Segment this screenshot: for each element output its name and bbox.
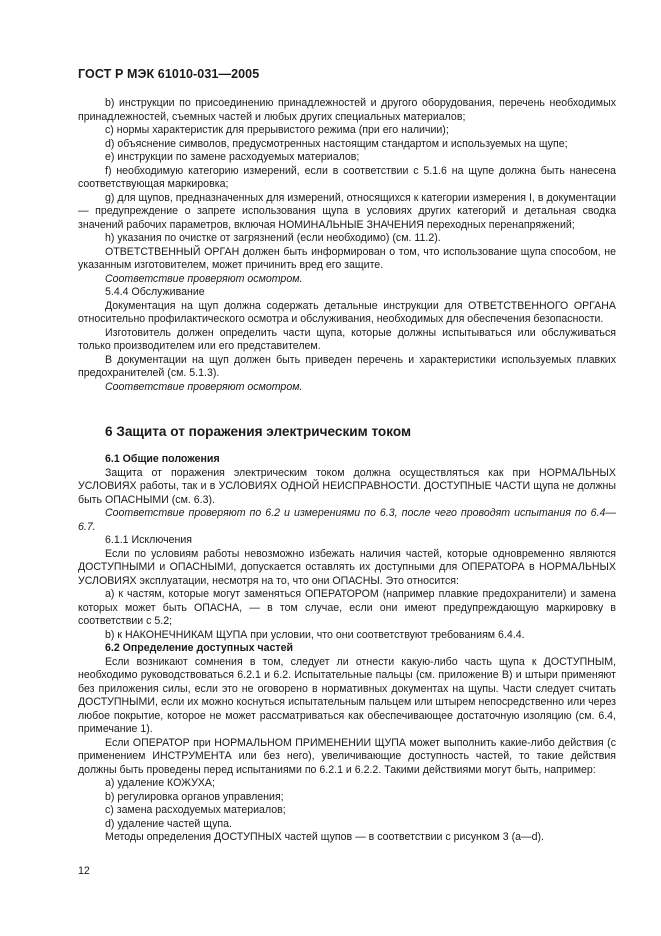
paragraph: Если ОПЕРАТОР при НОРМАЛЬНОМ ПРИМЕНЕНИИ ЩУПА может выполнить какие-либо действия (с применением ИНСТРУМЕНТА или без него), увеличивающие доступность частей, то такие действия должны быть проведены перед испытаниями по 6.2.1 и 6.2.2. Такими действиями могут быть, например: xyxy=(78,736,616,776)
list-item-c: c) нормы характеристик для прерывистого режима (при его наличии); xyxy=(105,124,449,136)
list-item-d: d) объяснение символов, предусмотренных настоящим стандартом и используемых на щупе; xyxy=(105,137,568,150)
page-number: 12 xyxy=(78,865,90,877)
subsection-heading: 5.4.4 Обслуживание xyxy=(105,286,205,298)
list-item-b: b) инструкции по присоединению принадлежностей и другого оборудования, перечень необходимых принадлежностей, съемных частей и любых других специальных материалов; xyxy=(78,97,616,123)
paragraph: В документации на щуп должен быть приведен перечень и характеристики используемых плавких предохранителей (см. 5.1.3). xyxy=(78,353,616,379)
list-item-e: e) инструкции по замене расходуемых материалов; xyxy=(105,151,360,163)
list-item-a: a) к частям, которые могут заменяться ОПЕРАТОРОМ (например плавкие предохранители) и замена которых может быть ОПАСНА, — в том случае, если они имеют предупреждающую маркировку в соответствии с 5.2; xyxy=(78,588,616,627)
paragraph: Если по условиям работы невозможно избежать наличия частей, которые одновременно являются ДОСТУПНЫМИ и ОПАСНЫМИ, допускается оставлять их доступными для ОПЕРАТОРА в НОРМАЛЬНЫХ УСЛОВИЯХ эксплуатации, несмотря на то, что они ОПАСНЫ. Это относится: xyxy=(78,547,616,587)
subsection-heading: 6.1 Общие положения xyxy=(105,453,220,465)
list-item-c: c) замена расходуемых материалов; xyxy=(105,804,286,816)
list-item-h: h) указания по очистке от загрязнений (если необходимо) (см. 11.2). xyxy=(105,232,441,244)
compliance-note: Соответствие проверяют осмотром. xyxy=(105,272,303,285)
compliance-note: Соответствие проверяют осмотром. xyxy=(105,380,303,393)
subsection-heading: 6.2 Определение доступных частей xyxy=(105,642,294,654)
paragraph: Документация на щуп должна содержать детальные инструкции для ОТВЕТСТВЕННОГО ОРГАНА относительно профилактического осмотра и обслуживания, необходимых для обеспечения безопасности. xyxy=(78,299,616,325)
list-item-b: b) к НАКОНЕЧНИКАМ ЩУПА при условии, что они соответствуют требованиям 6.4.4. xyxy=(105,628,525,641)
paragraph: Если возникают сомнения в том, следует ли отнести какую-либо часть щупа к ДОСТУПНЫМ, необходимо руководствоваться 6.2.1 и 6.2. Испытательные пальцы (см. приложение В) и штыри применяют без приложения силы, если это не оговорено в нормативных документах на щупы. Части следует считать ДОСТУПНЫМИ, если их можно коснуться испытательным пальцем или штырем непосредственно или через любое покрытие, которое не может рассматриваться как обеспечивающее достаточную изоляцию (см. 6.4, примечание 1). xyxy=(78,655,616,735)
list-item-a: a) удаление КОЖУХА; xyxy=(105,777,215,789)
document-body xyxy=(78,97,616,845)
list-item-d: d) удаление частей щупа. xyxy=(105,817,232,830)
list-item-f: f) необходимую категорию измерений, если в соответствии с 5.1.6 на щупе должна быть нанесена соответствующая маркировка; xyxy=(78,164,616,190)
paragraph: Изготовитель должен определить части щупа, которые должны испытываться или обслуживаться только производителем или его представителем. xyxy=(78,326,616,352)
document-header: ГОСТ Р МЭК 61010-031—2005 xyxy=(78,67,260,81)
list-item-g: g) для щупов, предназначенных для измерений, относящихся к категории измерения I, в документации — предупреждение о запрете использования щупа в условиях других категорий и детальная сводка значений рабочих параметров, включая НОМИНАЛЬНЫЕ ЗНАЧЕНИЯ переходных перенапряжений; xyxy=(78,191,616,231)
compliance-note: Соответствие проверяют по 6.2 и измерениями по 6.3, после чего проводят испытания по 6.4—6.7. xyxy=(78,507,616,533)
paragraph: Методы определения ДОСТУПНЫХ частей щупов — в соответствии с рисунком 3 (а—d). xyxy=(105,831,544,843)
paragraph: Защита от поражения электрическим током должна осуществляться как при НОРМАЛЬНЫХ УСЛОВИЯХ работы, так и в УСЛОВИЯХ ОДНОЙ НЕИСПРАВНОСТИ. ДОСТУПНЫЕ ЧАСТИ щупа не должны быть ОПАСНЫМИ (см. 6.3). xyxy=(78,466,616,506)
list-item-b: b) регулировка органов управления; xyxy=(105,790,284,803)
subsection-heading: 6.1.1 Исключения xyxy=(105,534,192,546)
section-title: 6 Защита от поражения электрическим током xyxy=(105,424,412,439)
paragraph: ОТВЕТСТВЕННЫЙ ОРГАН должен быть информирован о том, что использование щупа способом, не указанным изготовителем, может причинить вред его защите. xyxy=(78,245,616,271)
